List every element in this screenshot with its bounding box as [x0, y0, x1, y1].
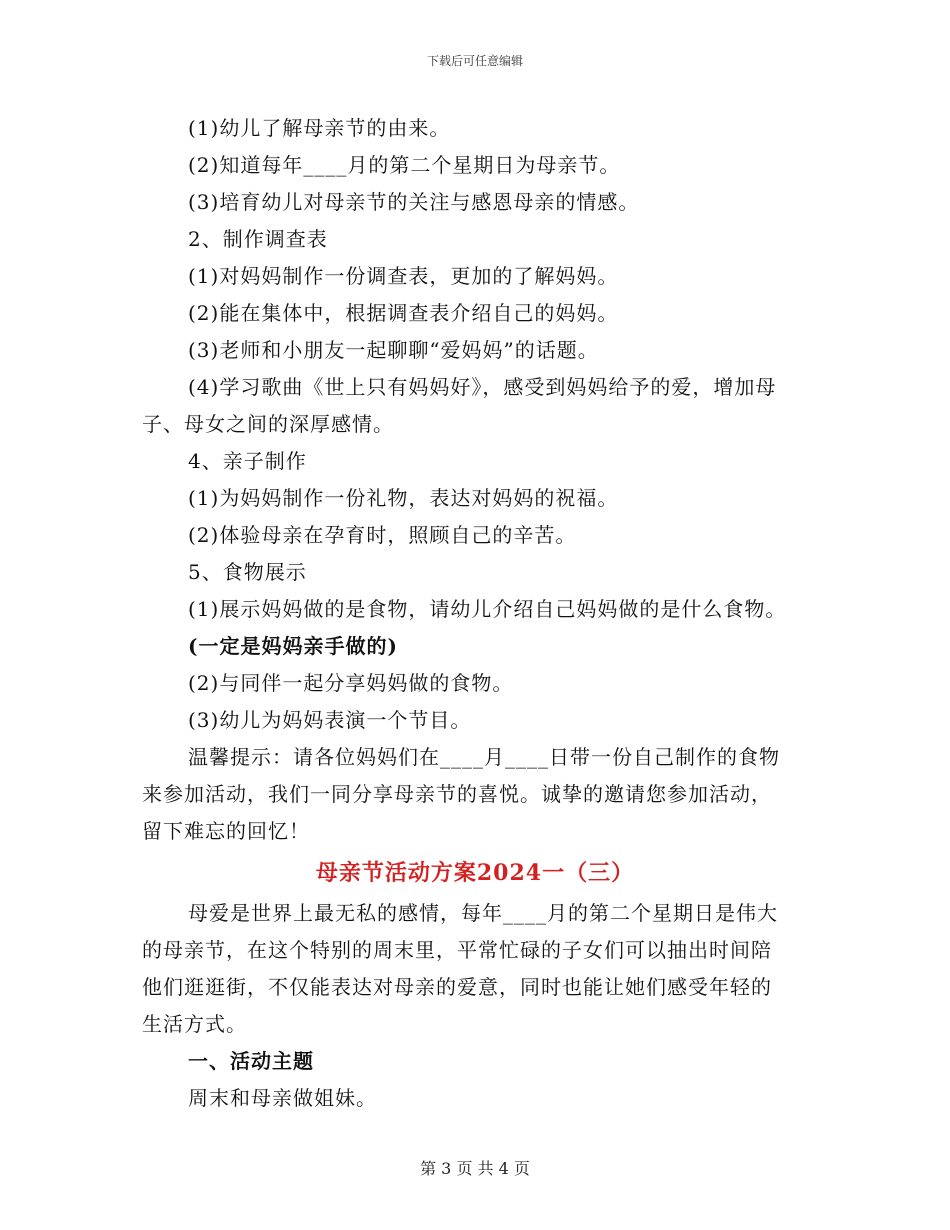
section-title: 母亲节活动方案2024一（三） [315, 860, 635, 886]
intro-line-2: 的母亲节，在这个特别的周末里，平常忙碌的子女们可以抽出时间陪 [142, 938, 772, 962]
page-footer: 第 3 页 共 4 页 [420, 1159, 530, 1178]
food-note: (一定是妈妈亲手做的) [188, 634, 398, 658]
survey-item-4-cont: 子、母女之间的深厚感情。 [142, 412, 394, 436]
survey-item-1: (1)对妈妈制作一份调查表，更加的了解妈妈。 [188, 264, 619, 288]
reminder-line-1: 温馨提示：请各位妈妈们在____月____日带一份自己制作的食物 [188, 745, 780, 769]
theme-text: 周末和母亲做姐妹。 [188, 1086, 377, 1110]
survey-item-4: (4)学习歌曲《世上只有妈妈好》，感受到妈妈给予的爱，增加母 [188, 375, 777, 399]
survey-item-3: (3)老师和小朋友一起聊聊“爱妈妈”的话题。 [188, 338, 599, 362]
page-header: 下载后可任意编辑 [426, 54, 523, 68]
subheading-theme: 一、活动主题 [188, 1049, 314, 1073]
craft-item-1: (1)为妈妈制作一份礼物，表达对妈妈的祝福。 [188, 486, 619, 510]
objective-2: (2)知道每年____月的第二个星期日为母亲节。 [188, 153, 621, 177]
food-item-1: (1)展示妈妈做的是食物，请幼儿介绍自己妈妈做的是什么食物。 [188, 597, 787, 621]
heading-survey: 2、制作调查表 [188, 227, 328, 251]
intro-line-1: 母爱是世界上最无私的感情，每年____月的第二个星期日是伟大 [188, 901, 778, 925]
intro-line-4: 生活方式。 [142, 1012, 247, 1036]
craft-item-2: (2)体验母亲在孕育时，照顾自己的辛苦。 [188, 523, 577, 547]
reminder-line-2: 来参加活动，我们一同分享母亲节的喜悦。诚挚的邀请您参加活动， [142, 782, 772, 806]
objective-3: (3)培育幼儿对母亲节的关注与感恩母亲的情感。 [188, 190, 640, 214]
objective-1: (1)幼儿了解母亲节的由来。 [188, 116, 451, 140]
survey-item-2: (2)能在集体中，根据调查表介绍自己的妈妈。 [188, 301, 619, 325]
heading-parent-child: 4、亲子制作 [188, 449, 307, 473]
heading-food: 5、食物展示 [188, 560, 307, 584]
food-item-2: (2)与同伴一起分享妈妈做的食物。 [188, 671, 514, 695]
intro-line-3: 他们逛逛街，不仅能表达对母亲的爱意，同时也能让她们感受年轻的 [142, 975, 772, 999]
reminder-line-3: 留下难忘的回忆！ [142, 819, 310, 843]
food-item-3: (3)幼儿为妈妈表演一个节目。 [188, 708, 472, 732]
